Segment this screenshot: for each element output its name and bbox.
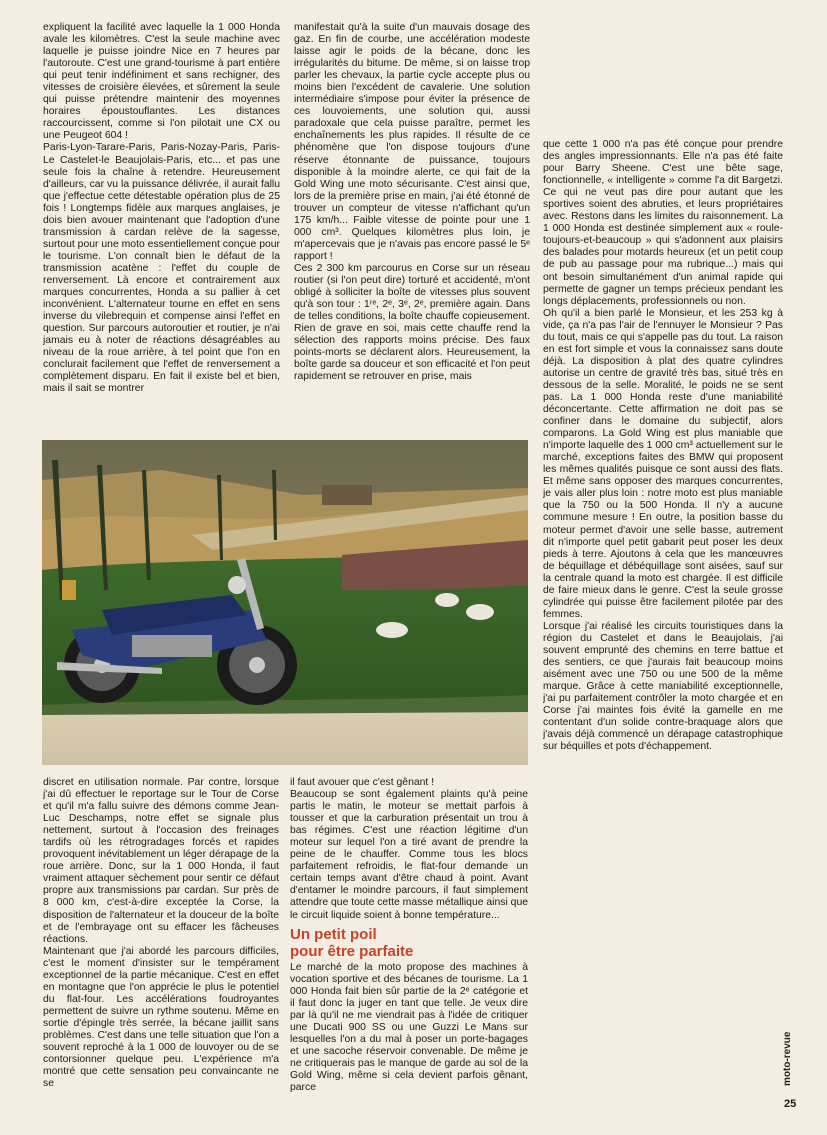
subheading-line: pour être parfaite: [290, 942, 414, 960]
column-right: [543, 139, 783, 844]
paragraph: Lorsque j'ai réalisé les circuits touristiques dans la région du Castelet et dans le Beaujolais, j'ai souvent emprunté des chemins en terre battue et des sentiers, ce que j'aurais fait beaucoup moins aisément avec une 750 ou une 500 de la même marque. Grâce à cette maniabilité exceptionnelle, j'ai pu parfaitement contrôler la moto chargée et en Corse j'ai maintes fois évité la gamelle en me contentant d'un solide contre-braquage alors que j'avais déjà commencé un dérapage catastrophique sur béquilles et pots d'échappement.: [543, 620, 783, 753]
paragraph: Maintenant que j'ai abordé les parcours difficiles, c'est le moment d'insister sur le tempérament exceptionnel de la partie mécanique. C'est en effet en montagne que l'on apprécie le plus le potentiel du flat-four. Les accélérations foudroyantes permettent de suivre un rythme soutenu. Même en sortie d'épingle très serrée, la bécane jaillit sans problèmes. C'est dans une telle situation que l'on a souvent reproché à la 1 000 de louvoyer ou de se contorsionner quelque peu. L'expérience m'a montré que cette sensation peu convaincante ne se: [43, 945, 279, 1090]
subheading-line: Un petit poil: [290, 925, 377, 943]
paragraph: Paris-Lyon-Tarare-Paris, Paris-Nozay-Paris, Paris-Le Castelet-le Beaujolais-Paris, etc... et pas une seule fois la chaîne à retendre. Heureusement d'ailleurs, car vu la puissance délivrée, il aurait fallu que j'effectue cette détestable opération plus de 25 fois ! Longtemps fidèle aux marques anglaises, je dois bien avouer maintenant que l'adoption d'une transmission à cardan relève de la sagesse, surtout pour une moto essentiellement conçue pour le tourisme. L'on connaît bien le défaut de la transmission acatène : l'effet du couple de renversement. Là encore et contrairement aux marques concurrentes, Honda a su pallier à cet inconvénient. L'alternateur tourne en effet en sens inverse du vilebrequin et compense ainsi l'effet en question. Sur parcours autoroutier et routier, je n'ai jamais eu à noter de réactions désagréables au niveau de la roue arrière, à tel point que l'on en conclurait facilement que l'effet de renversement a complètement disparu. En fait il existe bel et bien, mais il sait se montrer: [43, 142, 280, 395]
paragraph: il faut avouer que c'est gênant !: [290, 777, 435, 788]
magazine-name: moto-revue: [782, 1031, 793, 1086]
paragraph: Ces 2 300 km parcourus en Corse sur un réseau routier (si l'on peut dire) torturé et accidenté, m'ont obligé à solliciter la boîte de vitesses plus souvent qu'à son tour : 1ʳᵉ, 2ᵉ, 3ᵉ, 2ᵉ, première again. Dans de telles conditions, la boîte chauffe copieusement. Rien de grave en soi, mais cette chauffe rend la sélection des rapports moins précise. Des faux points-morts se déclarent alors. Heureusement, la boîte garde sa douceur et son efficacité et l'on peut rapidement se retrouver en prise, mais: [294, 262, 530, 383]
column-middle-top: [294, 22, 530, 440]
paragraph: Le marché de la moto propose des machines à vocation sportive et des bécanes de tourisme. La 1 000 Honda fait bien sûr partie de la 2ᵉ catégorie et il faut donc la juger en tant que telle. Je veux dire par là qu'il ne me viendrait pas à l'idée de critiquer une Ducati 900 SS ou une Guzzi Le Mans sur lesquelles l'on a du mal à poser un porte-bagages et une sacoche réservoir convenable. De même je ne critiquerais pas le manque de garde au sol de la Gold Wing, même si cela devient parfois gênant, parce: [290, 961, 528, 1094]
motorcycle-photo: [42, 440, 528, 765]
column-middle-bottom: [290, 777, 528, 1112]
paragraph: manifestait qu'à la suite d'un mauvais dosage des gaz. En fin de courbe, une accélération modeste laisse agir le poids de la bécane, donc les irrégularités du bitume. De même, si on laisse trop parler les chevaux, la partie cycle accepte plus ou moins bien l'excédent de cavalerie. Une solution intermédiaire s'impose pour éviter la présence de ces louvoiements, une solution qui, aussi paradoxale que cela puisse paraître, permet les enchaînements les plus rapides. Il résulte de ce phénomène que l'on dispose toujours d'une réserve étonnante de puissance, toujours disponible à la moindre alerte, ce qui fait de la Gold Wing une moto sécurisante. C'est ainsi que, lors de la première prise en main, j'ai été étonné de trouver un compteur de vitesse n'affichant qu'un 175 km/h... Faible vitesse de pointe pour une 1 000 cm³. Quelques kilomètres plus loin, je m'apercevais que je n'avais pas encore passé le 5ᵉ rapport !: [294, 22, 530, 262]
section-subheading: [290, 926, 528, 960]
column-left-bottom: [43, 777, 279, 1112]
paragraph: discret en utilisation normale. Par contre, lorsque j'ai dû effectuer le reportage sur le Tour de Corse et qu'il m'a fallu suivre des démons comme Jean-Luc Deschamps, notre effet se signale plus nettement, surtout à l'occasion des freinages tardifs où les rétrogradages forcés et rapides provoquent inévitablement un léger dérapage de la roue arrière. Donc, sur la 1 000 Honda, il faut vraiment attaquer sèchement pour sentir ce défaut propre aux transmissions par cardan. Sur près de 8 000 km, c'est-à-dire exceptée la Corse, la disposition de l'alternateur et la douceur de la boîte et de l'embrayage ont su effacer les fâcheuses réactions.: [43, 777, 279, 945]
page-number: 25: [784, 1098, 797, 1110]
paragraph: Oh qu'il a bien parlé le Monsieur, et les 253 kg à vide, ça n'a pas l'air de l'ennuyer le Monsieur ? Pas du tout, mais ce qui s'appelle pas du tout. La raison en est fort simple et vous la connaissez sans doute déjà. La disposition à plat des quatre cylindres autorise un centre de gravité très bas, situé très en dessous de la selle. Moralité, le poids ne se sent pas. La 1 000 Honda reste d'une maniabilité déconcertante. Cette affirmation ne doit pas se confiner dans le domaine du subjectif, alors comparons. La Gold Wing est plus maniable que n'importe laquelle des 1 000 cm³ actuellement sur le marché, exceptions faites des BMW qui proposent les mêmes qualités puisque ce sont aussi des flats. Et même sans opposer des marques concurrentes, je vais aller plus loin : notre moto est plus maniable que la 750 ou la 500 Honda. Il n'y a aucune commune mesure ! En outre, la position basse du moteur permet d'avoir une selle basse, autrement dit n'importe quel petit gabarit peut poser les deux pieds à terre. Ajoutons à cela que les manœuvres de béquillage et débéquillage sont aisées, sauf sur la centrale quand la moto est chargée. Il est difficile de faire mieux dans le genre. C'est la seule grosse cylindrée qui puisse être facilement pilotée par des femmes.: [543, 307, 783, 620]
paragraph: expliquent la facilité avec laquelle la 1 000 Honda avale les kilomètres. C'est la seule machine avec laquelle je puisse joindre Nice en 7 heures par l'autoroute. C'est une grand-tourisme à part entière qui peut tenir indéfiniment et sans rechigner, des vitesses de croisière élevées, et sûrement la seule qui puisse prétendre maintenir des moyennes horaires époustouflantes. Les distances raccourcissent, comme si l'on pilotait une CX ou une Peugeot 604 !: [43, 22, 280, 142]
column-left-top: [43, 22, 280, 440]
paragraph: que cette 1 000 n'a pas été conçue pour prendre des angles impressionnants. Elle n'a pas été faite pour Barry Sheene. C'est une bête sage, fonctionnelle, « intelligente » comme l'a dit Bargetzi. Ce qui ne veut pas dire pour autant que les sportives soient des abruties, et leurs propriétaires avec. Restons dans les limites du raisonnement. La 1 000 Honda est destinée simplement aux « roule-toujours-et-beaucoup » qui s'adonnent aux plaisirs des balades pour motards heureux (et un petit coup de pub au passage pour ma rubrique...) mais qui ont besoin simultanément d'un animal rapide qui permette de gagner un temps précieux pendant les longs déplacements, professionnels ou non.: [543, 139, 783, 307]
paragraph: Beaucoup se sont également plaints qu'à peine partis le matin, le moteur se mettait parfois à tousser et que la carburation présentait un trou à bas régimes. C'est une réaction légitime d'un moteur sur lequel l'on a tiré avant de prendre la peine de le chauffer. Comme tous les blocs parfaitement refroidis, le flat-four demande un certain temps avant d'être chaud à point. Avant d'entamer le moindre parcours, il faut simplement attendre que toute cette masse métallique ainsi que le circuit liquide soient à bonne température...: [290, 789, 528, 921]
